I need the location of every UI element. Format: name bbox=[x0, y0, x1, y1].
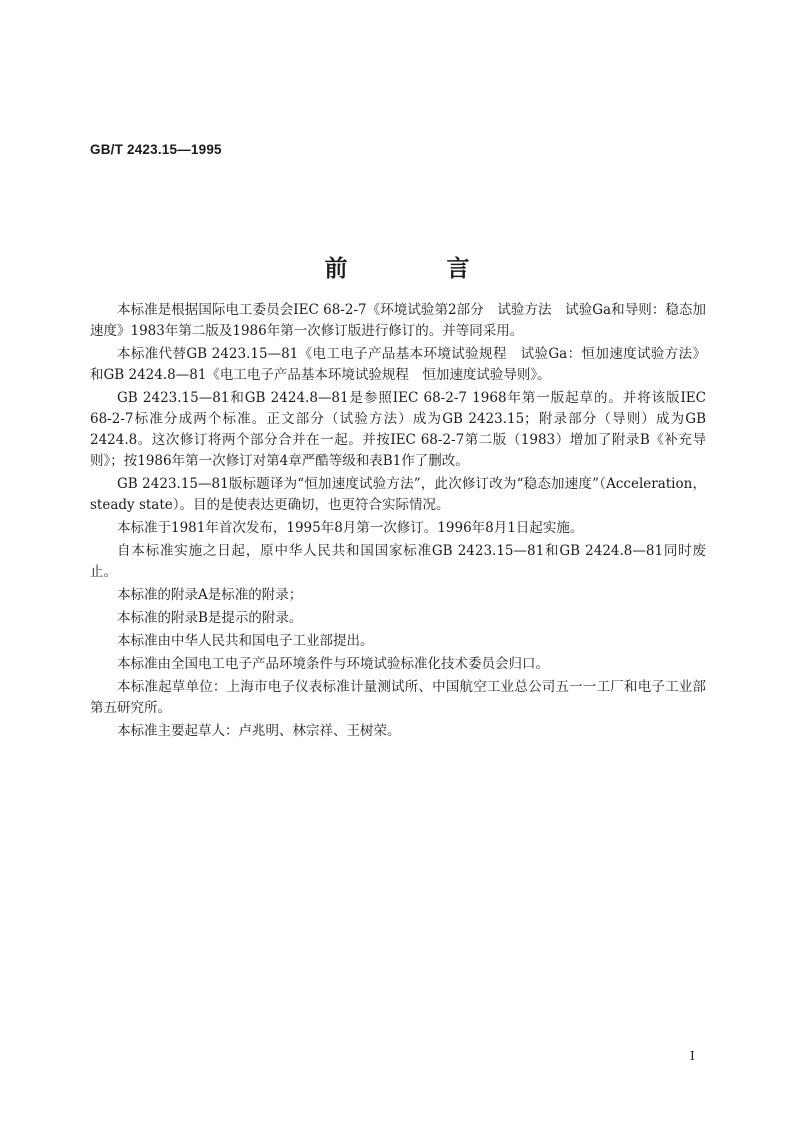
paragraph: 本标准由全国电工电子产品环境条件与环境试验标准化技术委员会归口。 bbox=[117, 656, 549, 672]
paragraph: 自本标准实施之日起，原中华人民共和国国家标准GB 2423.15—81和GB 2424.8—81同时废止。 bbox=[90, 543, 706, 580]
paragraph: 本标准是根据国际电工委员会IEC 68-2-7《环境试验第2部分 试验方法 试验Ga和导则：稳态加速度》1983年第二版及1986年第一次修订版进行修订的。并等同采用。 bbox=[90, 302, 706, 339]
paragraph: 本标准的附录B是提示的附录。 bbox=[117, 610, 303, 626]
standard-code: GB/T 2423.15—1995 bbox=[90, 142, 222, 157]
paragraph: GB 2423.15—81和GB 2424.8—81是参照IEC 68-2-7 1968年第一版起草的。并将该版IEC 68-2-7标准分成两个标准。正文部分（试验方法）成为GB 2423.15；附录部分（导则）成为GB 2424.8。这次修订将两个部分合并在一起。并按IEC 68-2-7第二版（1983）增加了附录B《补充导则》；按1986年第一次修订对第4章严酷等级和表B1作了删改。 bbox=[90, 390, 706, 469]
paragraph: GB 2423.15—81版标题译为“恒加速度试验方法”，此次修订改为“稳态加速度”（Acceleration，steady state）。目的是使表达更确切，也更符合实际情况。 bbox=[90, 476, 706, 513]
section-title: 前 言 bbox=[324, 255, 508, 282]
paragraph: 本标准的附录A是标准的附录； bbox=[117, 587, 303, 603]
paragraph: 本标准由中华人民共和国电子工业部提出。 bbox=[117, 633, 374, 649]
paragraph: 本标准主要起草人：卢兆明、林宗祥、王树荣。 bbox=[117, 723, 401, 739]
foreword-body bbox=[90, 300, 706, 744]
paragraph: 本标准于1981年首次发布，1995年8月第一次修订。1996年8月1日起实施。 bbox=[117, 520, 584, 536]
page-number: I bbox=[690, 1049, 695, 1063]
paragraph: 本标准起草单位：上海市电子仪表标准计量测试所、中国航空工业总公司五一一工厂和电子工业部第五研究所。 bbox=[90, 679, 706, 716]
paragraph: 本标准代替GB 2423.15—81《电工电子产品基本环境试验规程 试验Ga：恒加速度试验方法》和GB 2424.8—81《电工电子产品基本环境试验规程 恒加速度试验导则》。 bbox=[90, 346, 706, 383]
